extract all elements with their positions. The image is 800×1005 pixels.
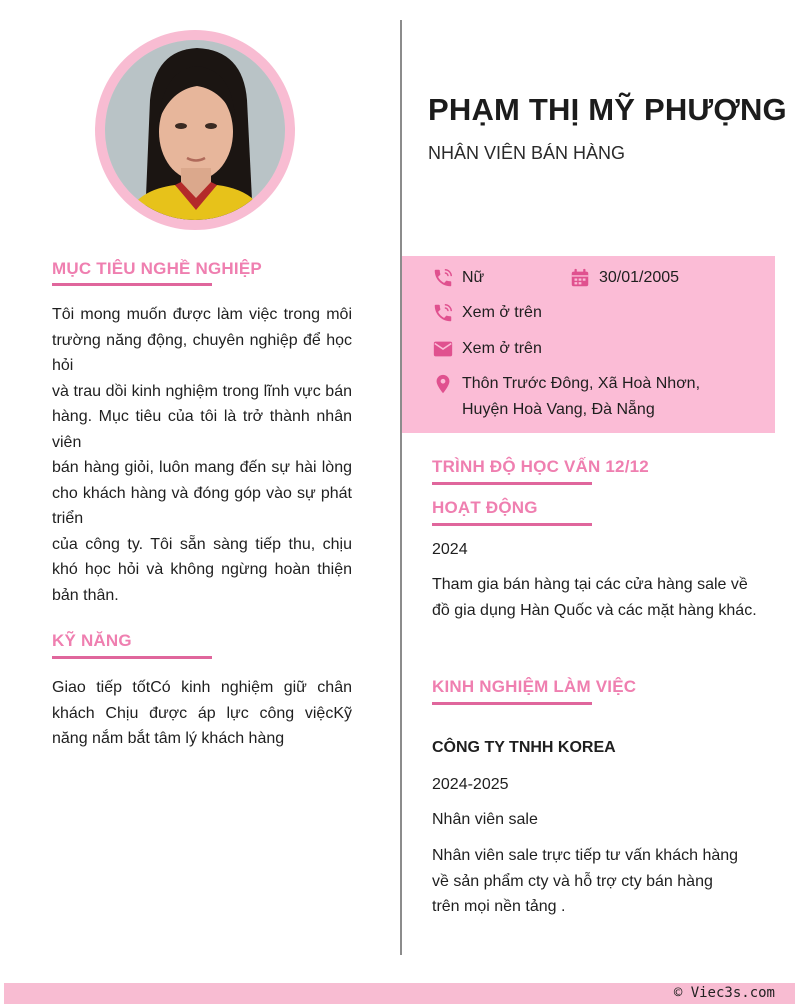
activities-heading: HOẠT ĐỘNG — [432, 498, 538, 517]
envelope-icon — [432, 338, 454, 360]
skills-text: Giao tiếp tốtCó kinh nghiệm giữ chân khách Chịu được áp lực công việcKỹ năng nắm bắt tâm lý khách hàng — [52, 679, 352, 747]
experience-underline — [432, 702, 592, 705]
job-title: NHÂN VIÊN BÁN HÀNG — [428, 143, 626, 163]
phone-icon — [432, 302, 454, 324]
phone-row — [432, 300, 542, 326]
column-divider — [400, 20, 402, 955]
birthdate-row — [569, 265, 679, 291]
skills-underline — [52, 656, 212, 659]
experience-company: CÔNG TY TNHH KOREA — [432, 739, 616, 756]
address-line: Huyện Hoà Vang, Đà Nẵng — [462, 401, 655, 418]
email-value: Xem ở trên — [462, 340, 542, 357]
avatar — [105, 40, 285, 220]
watermark: © Viec3s.com — [673, 985, 775, 1001]
experience-description: Nhân viên sale trực tiếp tư vấn khách hàng về sản phẩm cty và hỗ trợ cty bán hàng trên mọi nền tảng . — [432, 847, 739, 915]
gender-value: Nữ — [462, 269, 485, 286]
footer-bar — [4, 983, 795, 1004]
experience-period: 2024-2025 — [432, 776, 509, 793]
activities-underline — [432, 523, 592, 526]
address-row — [432, 371, 700, 423]
experience-position: Nhân viên sale — [432, 811, 538, 828]
objective-line: và trau dồi kinh nghiệm trong lĩnh vực bán hàng. Mục tiêu của tôi là trở thành nhân viên — [52, 382, 352, 451]
candidate-name: PHẠM THỊ MỸ PHƯỢNG — [428, 92, 787, 127]
address-line: Thôn Trước Đông, Xã Hoà Nhơn, — [462, 375, 701, 392]
location-pin-icon — [432, 373, 454, 395]
objective-line: Tôi mong muốn được làm việc trong môi trường năng động, chuyên nghiệp để học hỏi — [52, 306, 352, 374]
experience-heading: KINH NGHIỆM LÀM VIỆC — [432, 677, 637, 696]
address-value — [462, 371, 700, 423]
objective-heading: MỤC TIÊU NGHỀ NGHIỆP — [52, 259, 262, 278]
objective-text — [52, 302, 352, 608]
email-row — [432, 336, 542, 362]
skills-heading: KỸ NĂNG — [52, 631, 132, 650]
phone-value: Xem ở trên — [462, 304, 542, 321]
phone-icon — [432, 267, 454, 289]
gender-row — [432, 265, 484, 291]
activities-year: 2024 — [432, 541, 468, 558]
objective-line: bán hàng giỏi, luôn mang đến sự hài lòng cho khách hàng và đóng góp vào sự phát triển — [52, 459, 352, 527]
avatar-frame — [95, 30, 295, 230]
objective-line: của công ty. Tôi sẵn sàng tiếp thu, chịu khó học hỏi và không ngừng hoàn thiện bản thân. — [52, 535, 352, 604]
objective-underline — [52, 283, 212, 286]
education-heading: TRÌNH ĐỘ HỌC VẤN 12/12 — [432, 457, 649, 476]
activities-description: Tham gia bán hàng tại các cửa hàng sale về đồ gia dụng Hàn Quốc và các mặt hàng khác. — [432, 576, 757, 619]
profile-photo — [105, 40, 285, 220]
birthdate-value: 30/01/2005 — [599, 269, 680, 286]
education-underline — [432, 482, 592, 485]
calendar-icon — [569, 267, 591, 289]
